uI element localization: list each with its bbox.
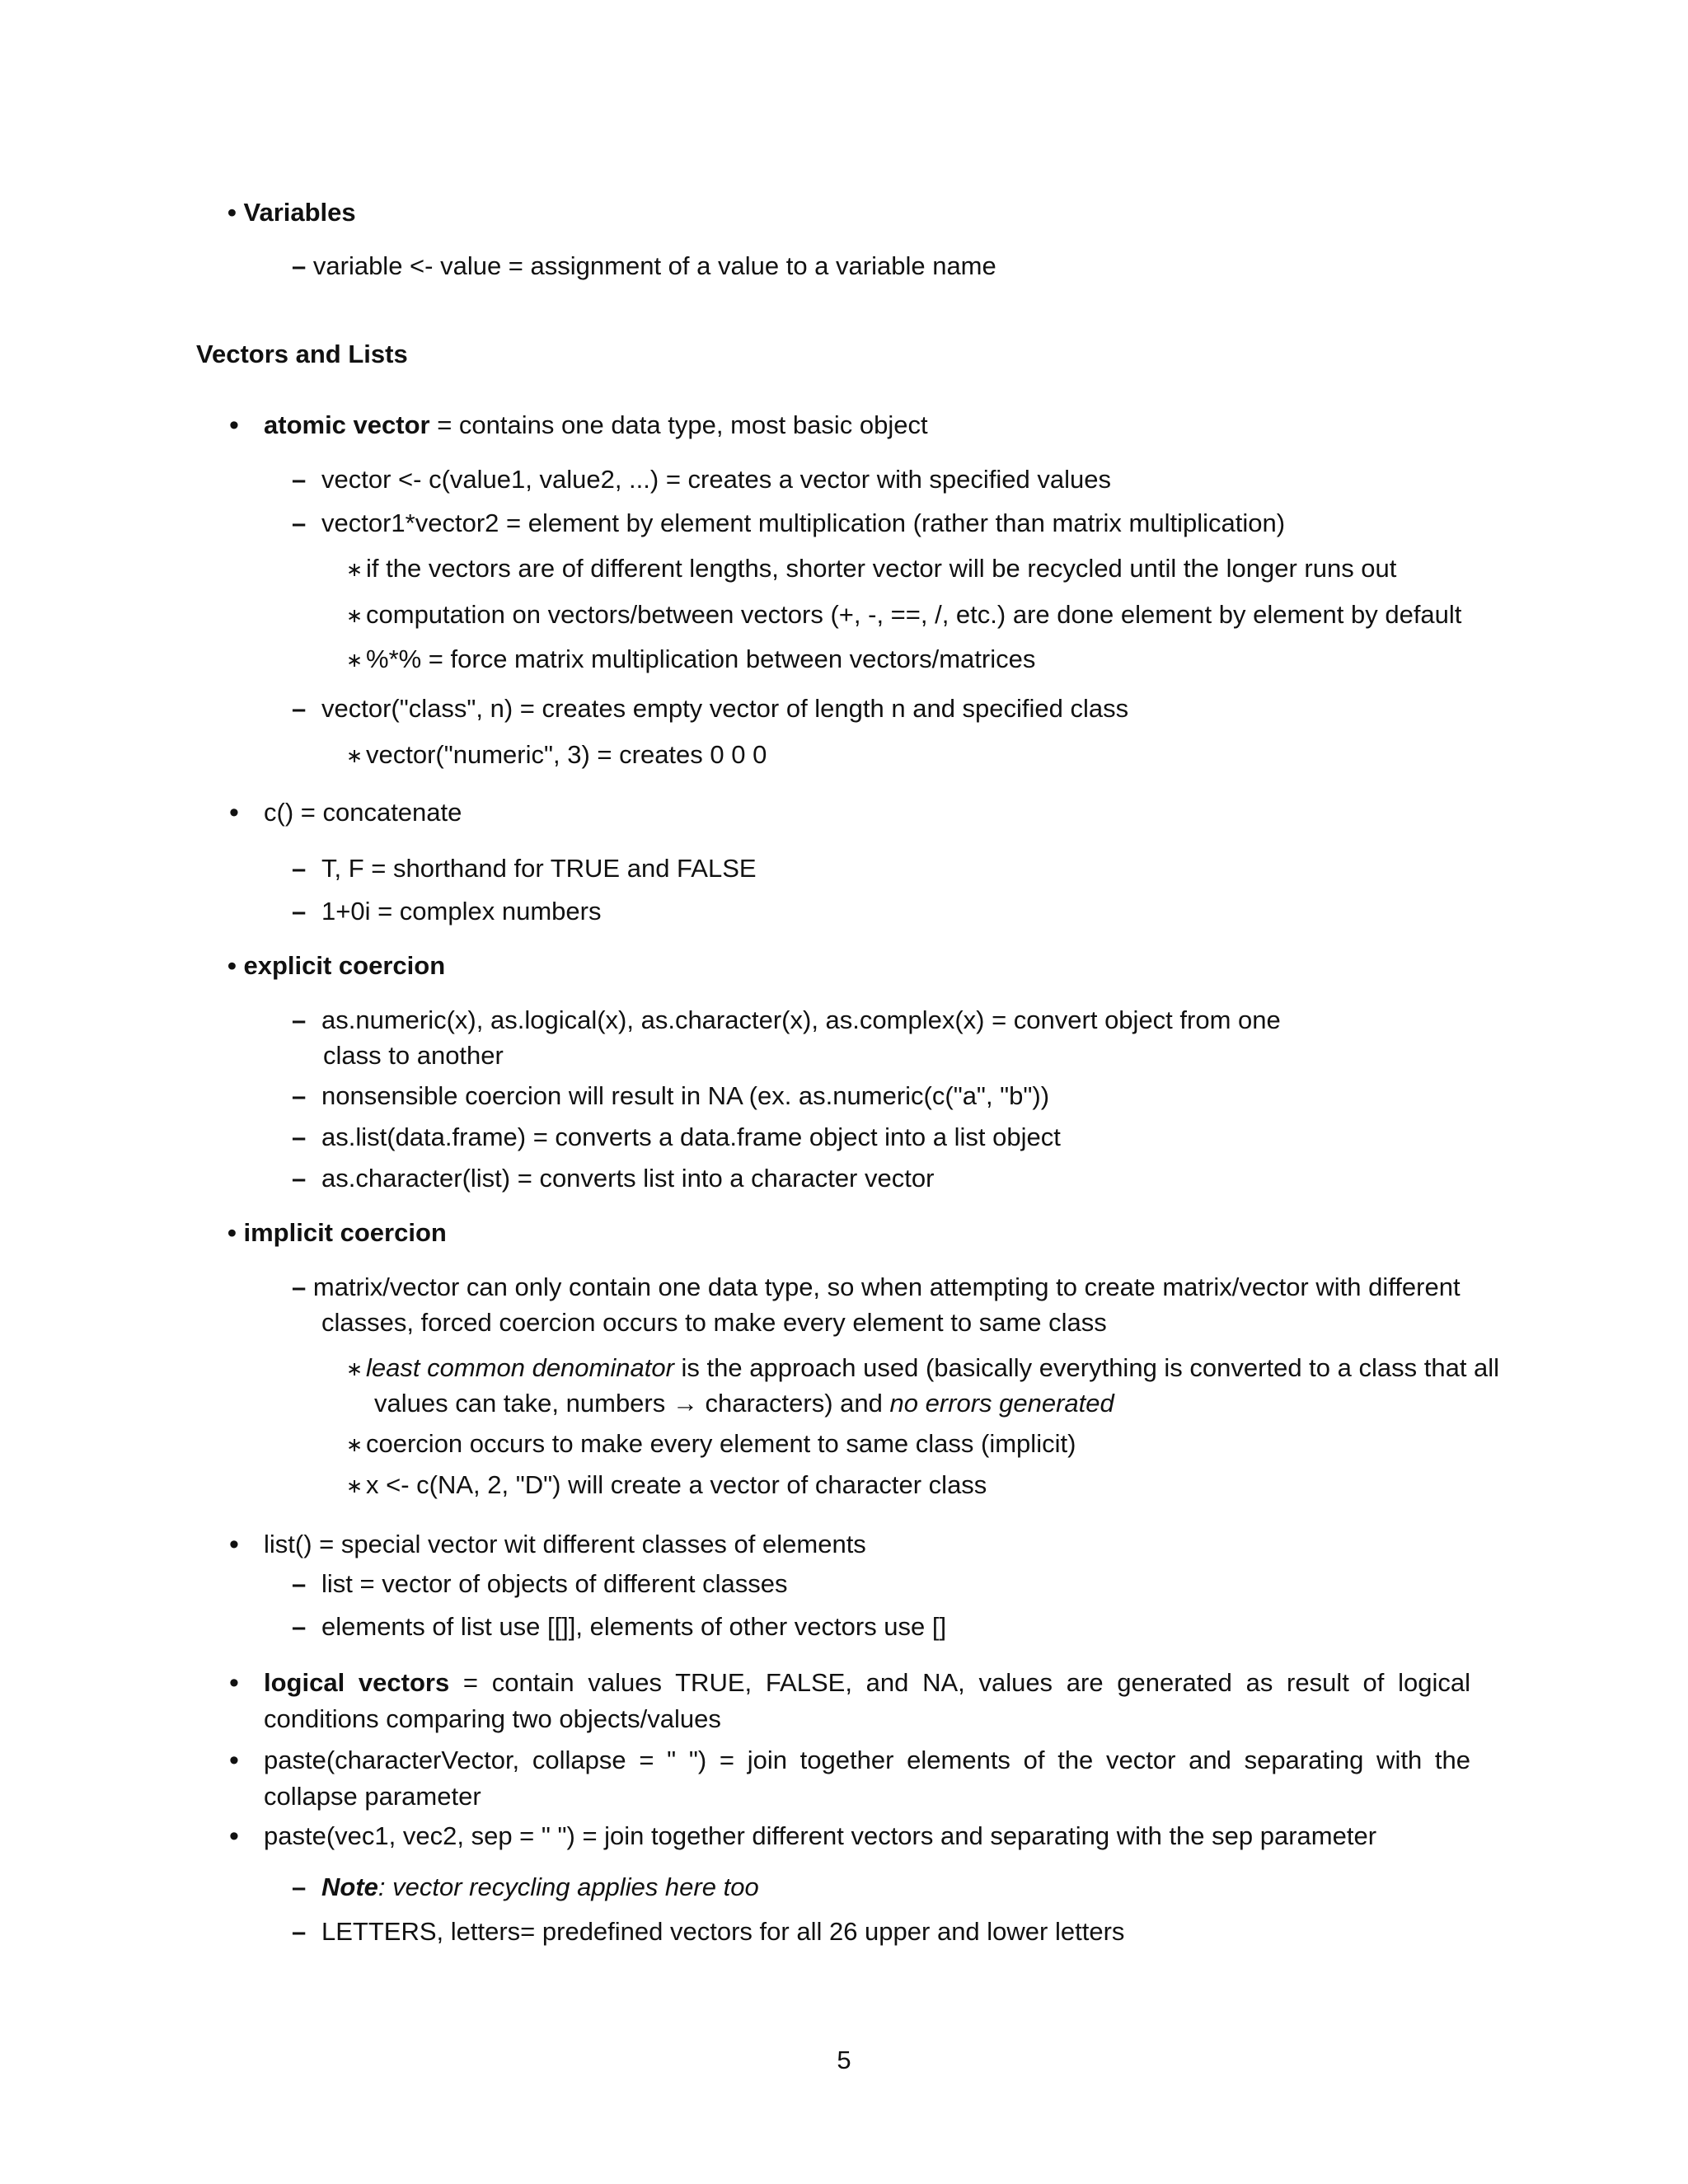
dash-glyph: – [292, 1569, 307, 1598]
bullet-glyph: • [227, 1218, 237, 1247]
bullet-glyph: • [227, 198, 237, 227]
atomic-subsub-item: vector("numeric", 3) = creates 0 0 0 [366, 740, 767, 769]
logical-vectors-term: logical vectors [264, 1668, 450, 1697]
atomic-sub-item: vector <- c(value1, value2, ...) = creates a vector with specified values [321, 465, 1112, 494]
least-common-denominator-term: least common denominator [366, 1353, 674, 1382]
star-glyph: ∗ [346, 745, 363, 767]
logical-vectors-item [264, 1665, 1470, 1737]
implicit-subsub-item: x <- c(NA, 2, "D") will create a vector of character class [366, 1470, 987, 1499]
bullet-glyph: • [229, 410, 239, 441]
concatenate-item: c() = concatenate [264, 798, 462, 827]
star-glyph: ∗ [346, 1475, 363, 1497]
atomic-subsub-item: %*% = force matrix multiplication between vectors/matrices [366, 644, 1036, 673]
bullet-glyph: • [229, 1821, 239, 1852]
dash-glyph: – [292, 1081, 307, 1110]
star-glyph: ∗ [346, 1434, 363, 1456]
atomic-sub-item: vector("class", n) = creates empty vector of length n and specified class [321, 694, 1129, 723]
dash-glyph: – [292, 1164, 307, 1193]
least-common-denominator-text-continued: values can take, numbers → characters) and [374, 1389, 890, 1418]
bullet-glyph: • [229, 1745, 239, 1776]
explicit-sub-item: as.list(data.frame) = converts a data.frame object into a list object [321, 1122, 1061, 1151]
concatenate-sub-item: 1+0i = complex numbers [321, 897, 602, 926]
dash-glyph: – [292, 1005, 307, 1034]
implicit-sub-item-continued: classes, forced coercion occurs to make every element to same class [321, 1308, 1107, 1337]
explicit-sub-item: as.numeric(x), as.logical(x), as.character(x), as.complex(x) = convert object from one [321, 1005, 1281, 1034]
section-heading-vectors-and-lists: Vectors and Lists [196, 340, 408, 368]
page-number: 5 [837, 2046, 851, 2074]
paste-collapse-item: paste(characterVector, collapse = " ") = join together elements of the vector and separating with the collapse parameter [264, 1746, 1470, 1811]
dash-glyph: – [292, 897, 307, 926]
least-common-denominator-text: is the approach used (basically everything is converted to a class that all [673, 1353, 1500, 1382]
dash-glyph: – [292, 1122, 307, 1151]
list-item: list() = special vector wit different classes of elements [264, 1530, 866, 1558]
atomic-vector-item [264, 407, 928, 443]
atomic-sub-item: vector1*vector2 = element by element multiplication (rather than matrix multiplication) [321, 509, 1286, 537]
atomic-subsub-item: if the vectors are of different lengths, shorter vector will be recycled until the longer runs out [366, 554, 1397, 583]
list-sub-item: elements of list use [[]], elements of other vectors use [] [321, 1612, 947, 1641]
no-errors-generated-term: no errors generated [889, 1389, 1114, 1418]
variables-heading [227, 194, 356, 231]
variables-heading-text: Variables [243, 198, 356, 227]
dash-glyph: – [292, 465, 307, 494]
implicit-sub-item-text: matrix/vector can only contain one data type, so when attempting to create matrix/vector with different [312, 1272, 1461, 1301]
dash-glyph: – [292, 1272, 307, 1301]
bullet-glyph: • [229, 1667, 239, 1699]
explicit-coercion-heading-text: explicit coercion [243, 951, 446, 980]
note-label: Note [321, 1872, 378, 1901]
dash-glyph: – [292, 1917, 307, 1946]
variables-item-text: variable <- value = assignment of a value to a variable name [312, 251, 996, 280]
dash-glyph: – [292, 854, 307, 883]
bullet-glyph: • [227, 951, 237, 980]
atomic-vector-text: = contains one data type, most basic object [429, 410, 928, 439]
star-glyph: ∗ [346, 1358, 363, 1380]
star-glyph: ∗ [346, 649, 363, 672]
implicit-subsub-item [366, 1350, 1499, 1386]
note-item [321, 1869, 759, 1905]
dash-glyph: – [292, 694, 307, 723]
dash-glyph: – [292, 509, 307, 537]
bullet-glyph: • [229, 1529, 239, 1560]
explicit-sub-item: nonsensible coercion will result in NA (ex. as.numeric(c("a", "b")) [321, 1081, 1050, 1110]
atomic-vector-term: atomic vector [264, 410, 430, 439]
paste-sep-item: paste(vec1, vec2, sep = " ") = join together different vectors and separating with the sep parameter [264, 1821, 1377, 1850]
explicit-coercion-heading [227, 948, 445, 984]
dash-glyph: – [292, 1612, 307, 1641]
implicit-sub-item [292, 1269, 1461, 1305]
implicit-subsub-item: coercion occurs to make every element to same class (implicit) [366, 1429, 1076, 1458]
implicit-coercion-heading [227, 1215, 447, 1251]
concatenate-sub-item: T, F = shorthand for TRUE and FALSE [321, 854, 757, 883]
variables-item [292, 248, 996, 284]
implicit-subsub-item-continued [374, 1385, 1114, 1422]
letters-item: LETTERS, letters= predefined vectors for all 26 upper and lower letters [321, 1917, 1125, 1946]
explicit-sub-item-continued: class to another [323, 1041, 504, 1070]
list-sub-item: list = vector of objects of different classes [321, 1569, 788, 1598]
dash-glyph: – [292, 251, 307, 280]
logical-vectors-text: = contain values TRUE, FALSE, and NA, values are generated as result of logical conditions comparing two objects/values [264, 1668, 1470, 1733]
implicit-coercion-heading-text: implicit coercion [243, 1218, 447, 1247]
star-glyph: ∗ [346, 559, 363, 581]
star-glyph: ∗ [346, 605, 363, 627]
atomic-subsub-item: computation on vectors/between vectors (+, -, ==, /, etc.) are done element by element by default [366, 600, 1462, 629]
dash-glyph: – [292, 1872, 307, 1901]
note-text: : vector recycling applies here too [377, 1872, 759, 1901]
bullet-glyph: • [229, 797, 239, 828]
explicit-sub-item: as.character(list) = converts list into a character vector [321, 1164, 935, 1193]
